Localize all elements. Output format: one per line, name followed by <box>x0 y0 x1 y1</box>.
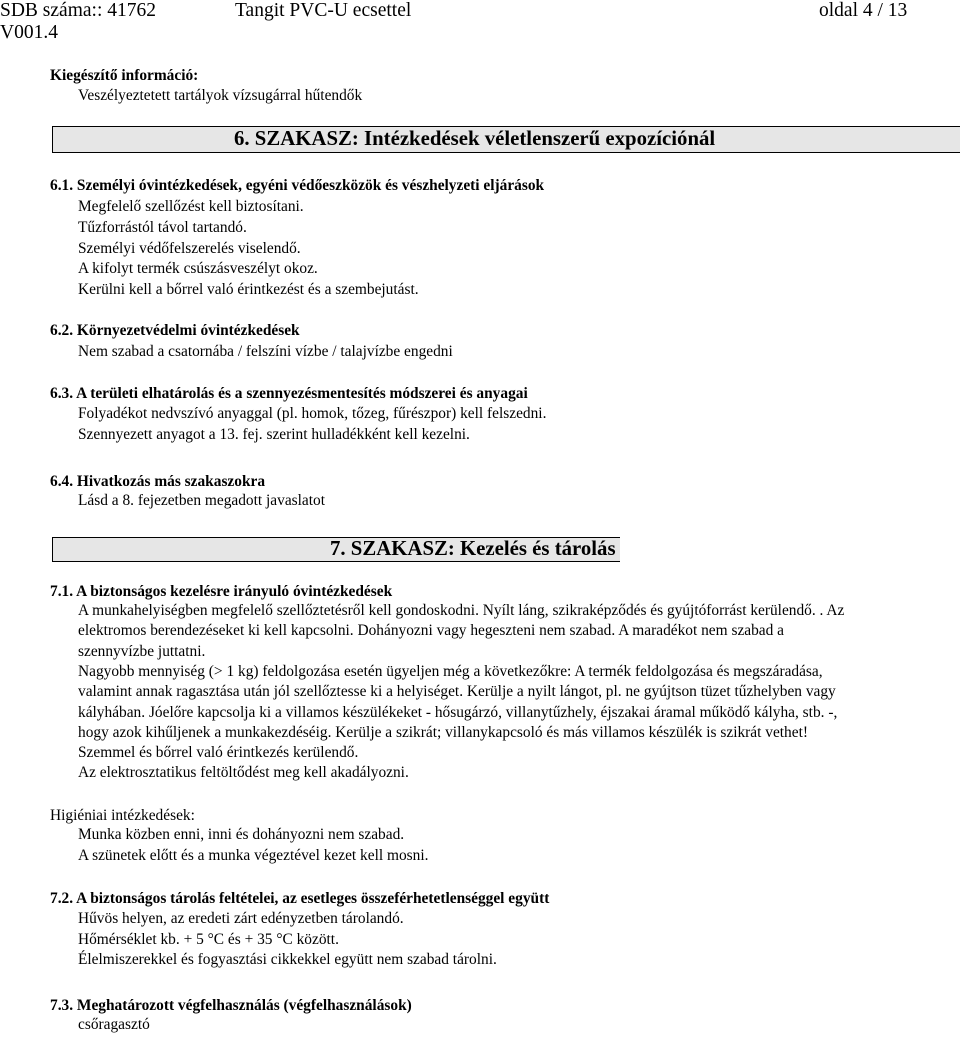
s6-1-line: Személyi védőfelszerelés viselendő. <box>78 240 301 257</box>
supplementary-heading: Kiegészítő információ: <box>50 67 199 84</box>
s6-3-heading: 6.3. A területi elhatárolás és a szennyezésmentesítés módszerei és anyagai <box>50 385 528 402</box>
s6-3-line: Szennyezett anyagot a 13. fej. szerint hulladékként kell kezelni. <box>78 426 470 443</box>
s7-1-heading: 7.1. A biztonságos kezelésre irányuló óvintézkedések <box>50 583 393 600</box>
s6-1-line: A kifolyt termék csúszásveszélyt okoz. <box>78 260 318 277</box>
s7-2-line: Hőmérséklet kb. + 5 °C és + 35 °C között. <box>78 931 339 948</box>
s7-1-line: szennyvízbe juttatni. <box>78 643 206 660</box>
sdb-number: SDB száma:: 41762 <box>0 0 156 21</box>
s6-4-line: Lásd a 8. fejezetben megadott javaslatot <box>78 492 326 509</box>
s6-3-line: Folyadékot nedvszívó anyaggal (pl. homok, tőzeg, fűrészpor) kell felszedni. <box>78 405 547 422</box>
section-7-title: 7. SZAKASZ: Kezelés és tárolás <box>330 537 616 560</box>
s7-2-line: Hűvös helyen, az eredeti zárt edényzetben tárolandó. <box>78 910 404 927</box>
s6-2-line: Nem szabad a csatornába / felszíni vízbe / talajvízbe engedni <box>78 343 453 360</box>
s6-1-heading: 6.1. Személyi óvintézkedések, egyéni védőeszközök és vészhelyzeti eljárások <box>50 177 545 194</box>
s7-1-line: Az elektrosztatikus feltöltődést meg kell akadályozni. <box>78 764 409 781</box>
s7-3-heading: 7.3. Meghatározott végfelhasználás (végfelhasználások) <box>50 997 412 1014</box>
version: V001.4 <box>0 22 58 43</box>
s6-1-line: Megfelelő szellőzést kell biztosítani. <box>78 198 304 215</box>
s6-1-line: Tűzforrástól távol tartandó. <box>78 219 247 236</box>
hygiene-line: Munka közben enni, inni és dohányozni nem szabad. <box>78 826 405 843</box>
hygiene-line: A szünetek előtt és a munka végeztével kezet kell mosni. <box>78 847 429 864</box>
s6-2-heading: 6.2. Környezetvédelmi óvintézkedések <box>50 322 300 339</box>
page-number: oldal 4 / 13 <box>819 0 908 21</box>
s6-4-heading: 6.4. Hivatkozás más szakaszokra <box>50 473 266 490</box>
s7-1-line: Nagyobb mennyiség (> 1 kg) feldolgozása esetén ügyeljen még a következőkre: A termék feldolgozása és megszáradása, <box>78 663 823 680</box>
s7-1-line: hogy azok kihűljenek a munkakezdéséig. Kerülje a szikrát; villanykapcsoló és más villamos készülék is szikrát vethet! <box>78 724 808 741</box>
s7-1-line: Szemmel és bőrrel való érintkezés kerülendő. <box>78 744 359 761</box>
s7-2-heading: 7.2. A biztonságos tárolás feltételei, az esetleges összeférhetetlenséggel együtt <box>50 890 550 907</box>
s7-2-line: Élelmiszerekkel és fogyasztási cikkekkel együtt nem szabad tárolni. <box>78 951 497 968</box>
s6-1-line: Kerülni kell a bőrrel való érintkezést és a szembejutást. <box>78 281 419 298</box>
s7-1-line: valamint annak ragasztása után jól szellőztesse ki a helyiséget. Kerülje a nyilt lángot, pl. ne gyújtson tüzet tűzhelyben vagy <box>78 683 836 700</box>
hygiene-heading: Higiéniai intézkedések: <box>50 807 195 824</box>
section-6-title: 6. SZAKASZ: Intézkedések véletlenszerű expozíciónál <box>234 127 716 150</box>
s7-1-line: elektromos berendezéseket ki kell kapcsolni. Dohányozni vagy hegeszteni nem szabad. A maradékot nem szabad a <box>78 622 785 639</box>
s7-3-line: csőragasztó <box>78 1016 150 1033</box>
supplementary-text: Veszélyeztetett tartályok vízsugárral hűtendők <box>78 87 363 104</box>
s7-1-line: kályhában. Jóelőre kapcsolja ki a villamos készülékeket - hősugárzó, villanytűzhely, éjszakai áramal működő kályha, stb. -, <box>78 704 838 721</box>
s7-1-line: A munkahelyiségben megfelelő szellőztetésről kell gondoskodni. Nyílt láng, szikraképződés és gyújtóforrást kerülendő. . Az <box>78 602 845 619</box>
product-name: Tangit PVC-U ecsettel <box>235 0 412 21</box>
